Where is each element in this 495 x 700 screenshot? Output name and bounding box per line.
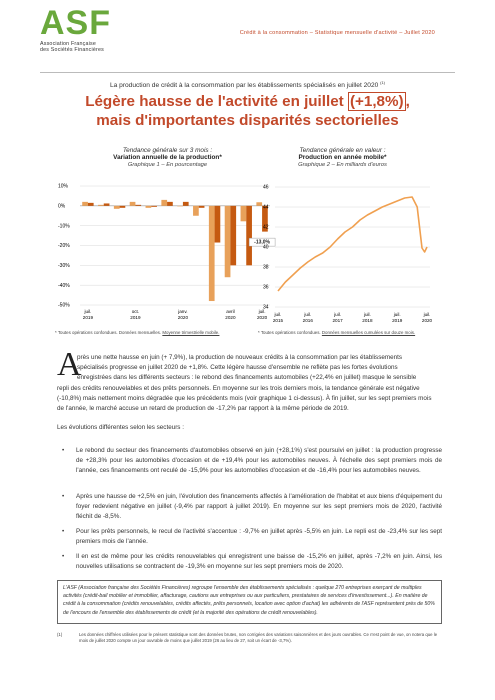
paragraph-line: (-10,8%) mais nettement moins dégradée que les précédents mois (voir graphique 1 ci-dessus). À fin juillet, sur les sept premiers mois (57, 394, 432, 402)
bullet-icon: • (62, 528, 65, 535)
y-tick-label: 10% (58, 183, 69, 190)
series-line (278, 197, 427, 291)
bar (88, 203, 94, 206)
bar (193, 206, 199, 216)
logo-word: ASF (40, 4, 111, 42)
bar (151, 206, 157, 207)
paragraph-line: enregistrées dans les différents secteurs : le rebond des financements automobiles (+22,4% en juillet) masque le sensible (77, 374, 417, 382)
x-tick-label: juil. (84, 309, 92, 314)
chart2-title: Production en année mobile* (298, 154, 387, 162)
y-tick-label: 40 (263, 244, 269, 251)
x-tick-label: oct. (131, 309, 140, 314)
bar (183, 202, 189, 206)
bar (241, 206, 247, 221)
list-item-text: Le rebond du secteur des financements d'automobiles observé en juin (+28,1%) s'est poursuivi en juillet : la production progresse de +28,3% pour les automobiles d'occasion et de +19,4% pour les automobiles neuves. À l'échelle des sept premiers mois de l'année, ces financements ont reculé de -15,9% pour les automobiles d'occasion et de -16,4% pour les automobiles neuves. (76, 447, 442, 475)
title-line1-text: Légère hausse de l'activité en juillet (85, 93, 348, 110)
x-tick-year: 2020 (177, 315, 189, 320)
bullet-icon: • (62, 553, 65, 560)
x-tick-year: 2017 (332, 318, 343, 323)
x-tick-year: 2019 (130, 315, 141, 320)
chart2-footnote (258, 330, 415, 335)
x-tick-year: 2016 (302, 318, 313, 323)
chart1-subtitle: Graphique 1 – En pourcentage (127, 161, 208, 168)
bar (215, 206, 221, 243)
y-tick-label: -40% (58, 282, 70, 289)
intro-footnote-ref: (1) (380, 80, 386, 85)
bar (209, 206, 215, 301)
footnote-text: Les données chiffrées utilisées pour le présent statistique sont des données brutes, non corrigées des variations saisonnières et des jours ouvrables. Ce n'est point de vue, on notera que le mois de juillet 2020 compte un jour ouvrable de moins que juillet 2019 (26 au lieu de 27, soit un écart de -3,7%). (79, 632, 438, 644)
intro-text: La production de crédit à la consommation par les établissements spécialisés en juillet 2020 (109, 82, 379, 90)
y-tick-label: 44 (263, 204, 269, 211)
paragraph-line: repli des crédits renouvelables et des prêts personnels. En moyenne sur les trois derniers mois, la tendance générale est négative (57, 384, 420, 392)
bar (104, 203, 110, 205)
x-tick-year: 2020 (421, 318, 433, 323)
list-item (62, 446, 442, 477)
x-tick-label: juil. (334, 312, 342, 317)
bullet-icon: • (62, 493, 65, 500)
charts-area (0, 0, 495, 345)
bar (230, 206, 236, 265)
paragraph-line: spécialisés progresse en juillet 2020 de +1,8%. Cette légère hausse d'ensemble ne reflète pas les fortes évolutions (77, 364, 398, 372)
list-item-text: Il en est de même pour les crédits renouvelables qui enregistrent une baisse de -15,2% en juillet, après -7,2% en juin. Ainsi, les nouvelles utilisations se contractent de -19,3% en moyenne sur les sept premiers mois de 2020. (76, 553, 442, 571)
list-item (62, 492, 442, 523)
bar (161, 200, 167, 206)
x-tick-label: juil. (274, 312, 282, 317)
line-chart (263, 185, 433, 323)
bar (98, 205, 104, 206)
bar (167, 202, 173, 206)
y-tick-label: 46 (263, 184, 269, 191)
list-item-text: Pour les prêts personnels, le recul de l'activité s'accentue : -9,7% en juillet après -5,5% en juin. Le repli est de -23,4% sur les sept premiers mois de l'année. (76, 528, 442, 546)
list-item-text: Après une hausse de +2,5% en juin, l'évolution des financements affectés à l'amélioration de l'habitat et aux biens d'équipement du foyer redevient négative en juillet (-9,4% par rapport à juillet 2019). En moyenne sur les sept premiers mois de 2020, l'activité fléchit de -8,5%. (76, 493, 442, 521)
asf-info-box: L'ASF (Association française des Sociétés Financières) regroupe l'ensemble des établissements spécialisés : quelque 270 entreprises exerçant de multiples activités (crédit-bail mobilier et immobilier, affacturage, cautions aux entreprises ou aux particuliers, prestataires de services d'investissement...). En matière de crédit à la consommation (crédits renouvelables, crédits affectés, prêts personnels, location avec option d'achat) les adhérents de l'ASF représentent près de 50% de l'encours de l'ensemble des établissements de crédit (et la majorité des opérations de crédit renouvelables). (57, 580, 442, 624)
annotation-label: -13,0% (254, 239, 271, 246)
bar (225, 206, 231, 277)
title-line2: mais d'importantes disparités sectorielles (96, 112, 399, 129)
y-tick-label: 34 (263, 304, 269, 311)
x-tick-year: 2020 (225, 315, 236, 320)
chart2-heading-line1: Tendance générale en valeur : (299, 147, 386, 154)
x-tick-year: 2019 (392, 318, 403, 323)
bar (256, 202, 262, 206)
paragraph-line: de l'année, le marché accuse un retard de production de -17,2% par rapport à la même période de 2019. (57, 405, 349, 413)
title-line1-comma: , (405, 93, 410, 110)
x-tick-year: 2019 (82, 315, 94, 320)
page-footnote (57, 632, 442, 644)
bar (146, 206, 152, 208)
chart2-footnote-link: Données mensuelles cumulées sur douze mois. (321, 330, 416, 335)
chart1-footnote-text: * Toutes opérations confondues. Données mensuelles. (55, 330, 162, 335)
logo-subtitle-line1: Association Française (40, 41, 97, 47)
bar (135, 205, 141, 206)
x-tick-label: janv. (178, 309, 188, 314)
bar (177, 206, 183, 207)
x-tick-label: juil. (363, 312, 371, 317)
chart1-footnote (55, 330, 219, 335)
header-reference: Crédit à la consommation – Statistique mensuelle d'activité – Juillet 2020 (239, 30, 435, 36)
bar (114, 206, 120, 209)
title-highlight: (+1,8%) (349, 93, 404, 110)
list-intro: Les évolutions différentes selon les secteurs : (57, 424, 184, 431)
x-tick-label: juil. (304, 312, 312, 317)
x-tick-label: juil. (423, 312, 431, 317)
footnote-number: (1) (57, 632, 63, 637)
chart1-heading-line1: Tendance générale sur 3 mois : (122, 147, 213, 154)
y-tick-label: 0% (58, 203, 66, 210)
bar (82, 202, 88, 206)
drop-cap: A (57, 346, 82, 383)
x-tick-year: 2020 (256, 315, 268, 320)
bar (130, 202, 136, 206)
x-tick-year: 2015 (272, 318, 284, 323)
y-tick-label: -30% (58, 263, 70, 270)
bar (246, 206, 252, 265)
intro-paragraph (57, 353, 440, 414)
list-item (62, 552, 442, 572)
bullet-icon: • (62, 447, 65, 454)
bar (120, 206, 126, 208)
y-tick-label: -50% (58, 302, 70, 309)
list-item (62, 527, 442, 547)
x-tick-label: avril (226, 309, 235, 314)
x-tick-label: juil. (393, 312, 401, 317)
y-tick-label: 42 (263, 224, 269, 231)
logo-subtitle-line2: des Sociétés Financières (40, 47, 104, 53)
bar-chart (58, 184, 275, 320)
chart1-footnote-link: Moyenne trimestrielle mobile. (162, 330, 220, 335)
y-tick-label: -10% (58, 223, 70, 230)
paragraph-line: près une nette hausse en juin (+ 7,9%), la production de nouveaux crédits à la consommation par les établissements (77, 354, 403, 361)
bar (199, 206, 205, 208)
x-tick-year: 2018 (362, 318, 373, 323)
y-tick-label: -20% (58, 243, 70, 250)
chart2-footnote-text: * Toutes opérations confondues. (258, 330, 321, 335)
y-tick-label: 38 (263, 264, 269, 271)
chart1-title: Variation annuelle de la production* (113, 154, 222, 162)
chart2-subtitle: Graphique 2 – En milliards d'euros (298, 161, 387, 168)
x-tick-label: juil. (258, 309, 266, 314)
y-tick-label: 36 (263, 284, 269, 291)
